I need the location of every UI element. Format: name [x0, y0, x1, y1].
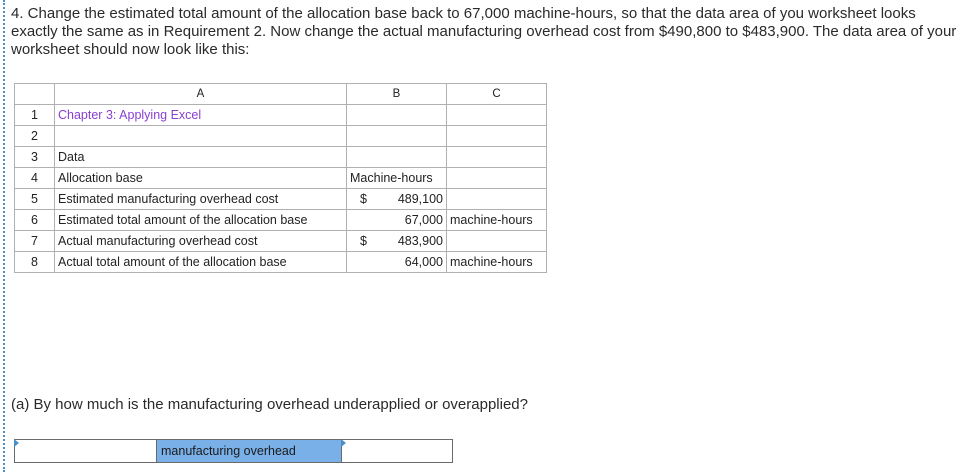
table-row — [15, 147, 547, 168]
amount-answer-input[interactable] — [14, 439, 157, 463]
answer-label: manufacturing overhead — [157, 439, 341, 463]
answer-row — [14, 439, 453, 463]
cell-b5-value: 489,100 — [397, 192, 443, 206]
column-header-b: B — [347, 84, 447, 105]
cell-b2 — [347, 126, 447, 147]
cell-a1: Chapter 3: Applying Excel — [55, 105, 347, 126]
cell-a2 — [55, 126, 347, 147]
cell-b6: 67,000 — [347, 210, 447, 231]
cell-c1 — [447, 105, 547, 126]
row-number: 7 — [15, 231, 55, 252]
currency-symbol: $ — [360, 192, 367, 206]
cell-a8: Actual total amount of the allocation base — [55, 252, 347, 273]
table-row — [15, 126, 547, 147]
table-row — [15, 168, 547, 189]
row-number: 3 — [15, 147, 55, 168]
worksheet-table — [14, 83, 547, 273]
table-row — [15, 231, 547, 252]
cell-a3: Data — [55, 147, 347, 168]
cell-a5: Estimated manufacturing overhead cost — [55, 189, 347, 210]
row-number: 5 — [15, 189, 55, 210]
table-row — [15, 189, 547, 210]
sub-question-text: (a) By how much is the manufacturing overhead underapplied or overapplied? — [11, 396, 528, 413]
left-dotted-border — [3, 0, 5, 472]
cell-b5 — [347, 189, 447, 210]
cell-b4: Machine-hours — [347, 168, 447, 189]
cell-b8: 64,000 — [347, 252, 447, 273]
cell-c7 — [447, 231, 547, 252]
under-over-dropdown[interactable] — [341, 439, 453, 463]
cell-c8: machine-hours — [447, 252, 547, 273]
cell-b7-value: 483,900 — [397, 234, 443, 248]
row-number: 8 — [15, 252, 55, 273]
cell-a6: Estimated total amount of the allocation base — [55, 210, 347, 231]
cell-a7: Actual manufacturing overhead cost — [55, 231, 347, 252]
input-marker-icon — [14, 439, 19, 447]
cell-c6: machine-hours — [447, 210, 547, 231]
table-row — [15, 252, 547, 273]
cell-c4 — [447, 168, 547, 189]
cell-b3 — [347, 147, 447, 168]
corner-cell — [15, 84, 55, 105]
cell-b1 — [347, 105, 447, 126]
cell-c3 — [447, 147, 547, 168]
cell-b7 — [347, 231, 447, 252]
cell-c2 — [447, 126, 547, 147]
column-header-a: A — [55, 84, 347, 105]
dropdown-marker-icon — [341, 439, 346, 447]
currency-symbol: $ — [360, 234, 367, 248]
column-header-c: C — [447, 84, 547, 105]
question-text: 4. Change the estimated total amount of the allocation base back to 67,000 machine-hours, so that the data area of you worksheet looks exactly the same as in Requirement 2. Now change the actual manufacturing overhead cost from $490,800 to $483,900. The data area of your worksheet should now look like this: — [11, 5, 957, 58]
row-number: 6 — [15, 210, 55, 231]
cell-a4: Allocation base — [55, 168, 347, 189]
row-number: 2 — [15, 126, 55, 147]
table-row — [15, 105, 547, 126]
row-number: 1 — [15, 105, 55, 126]
cell-c5 — [447, 189, 547, 210]
table-row — [15, 210, 547, 231]
column-header-row — [15, 84, 547, 105]
row-number: 4 — [15, 168, 55, 189]
